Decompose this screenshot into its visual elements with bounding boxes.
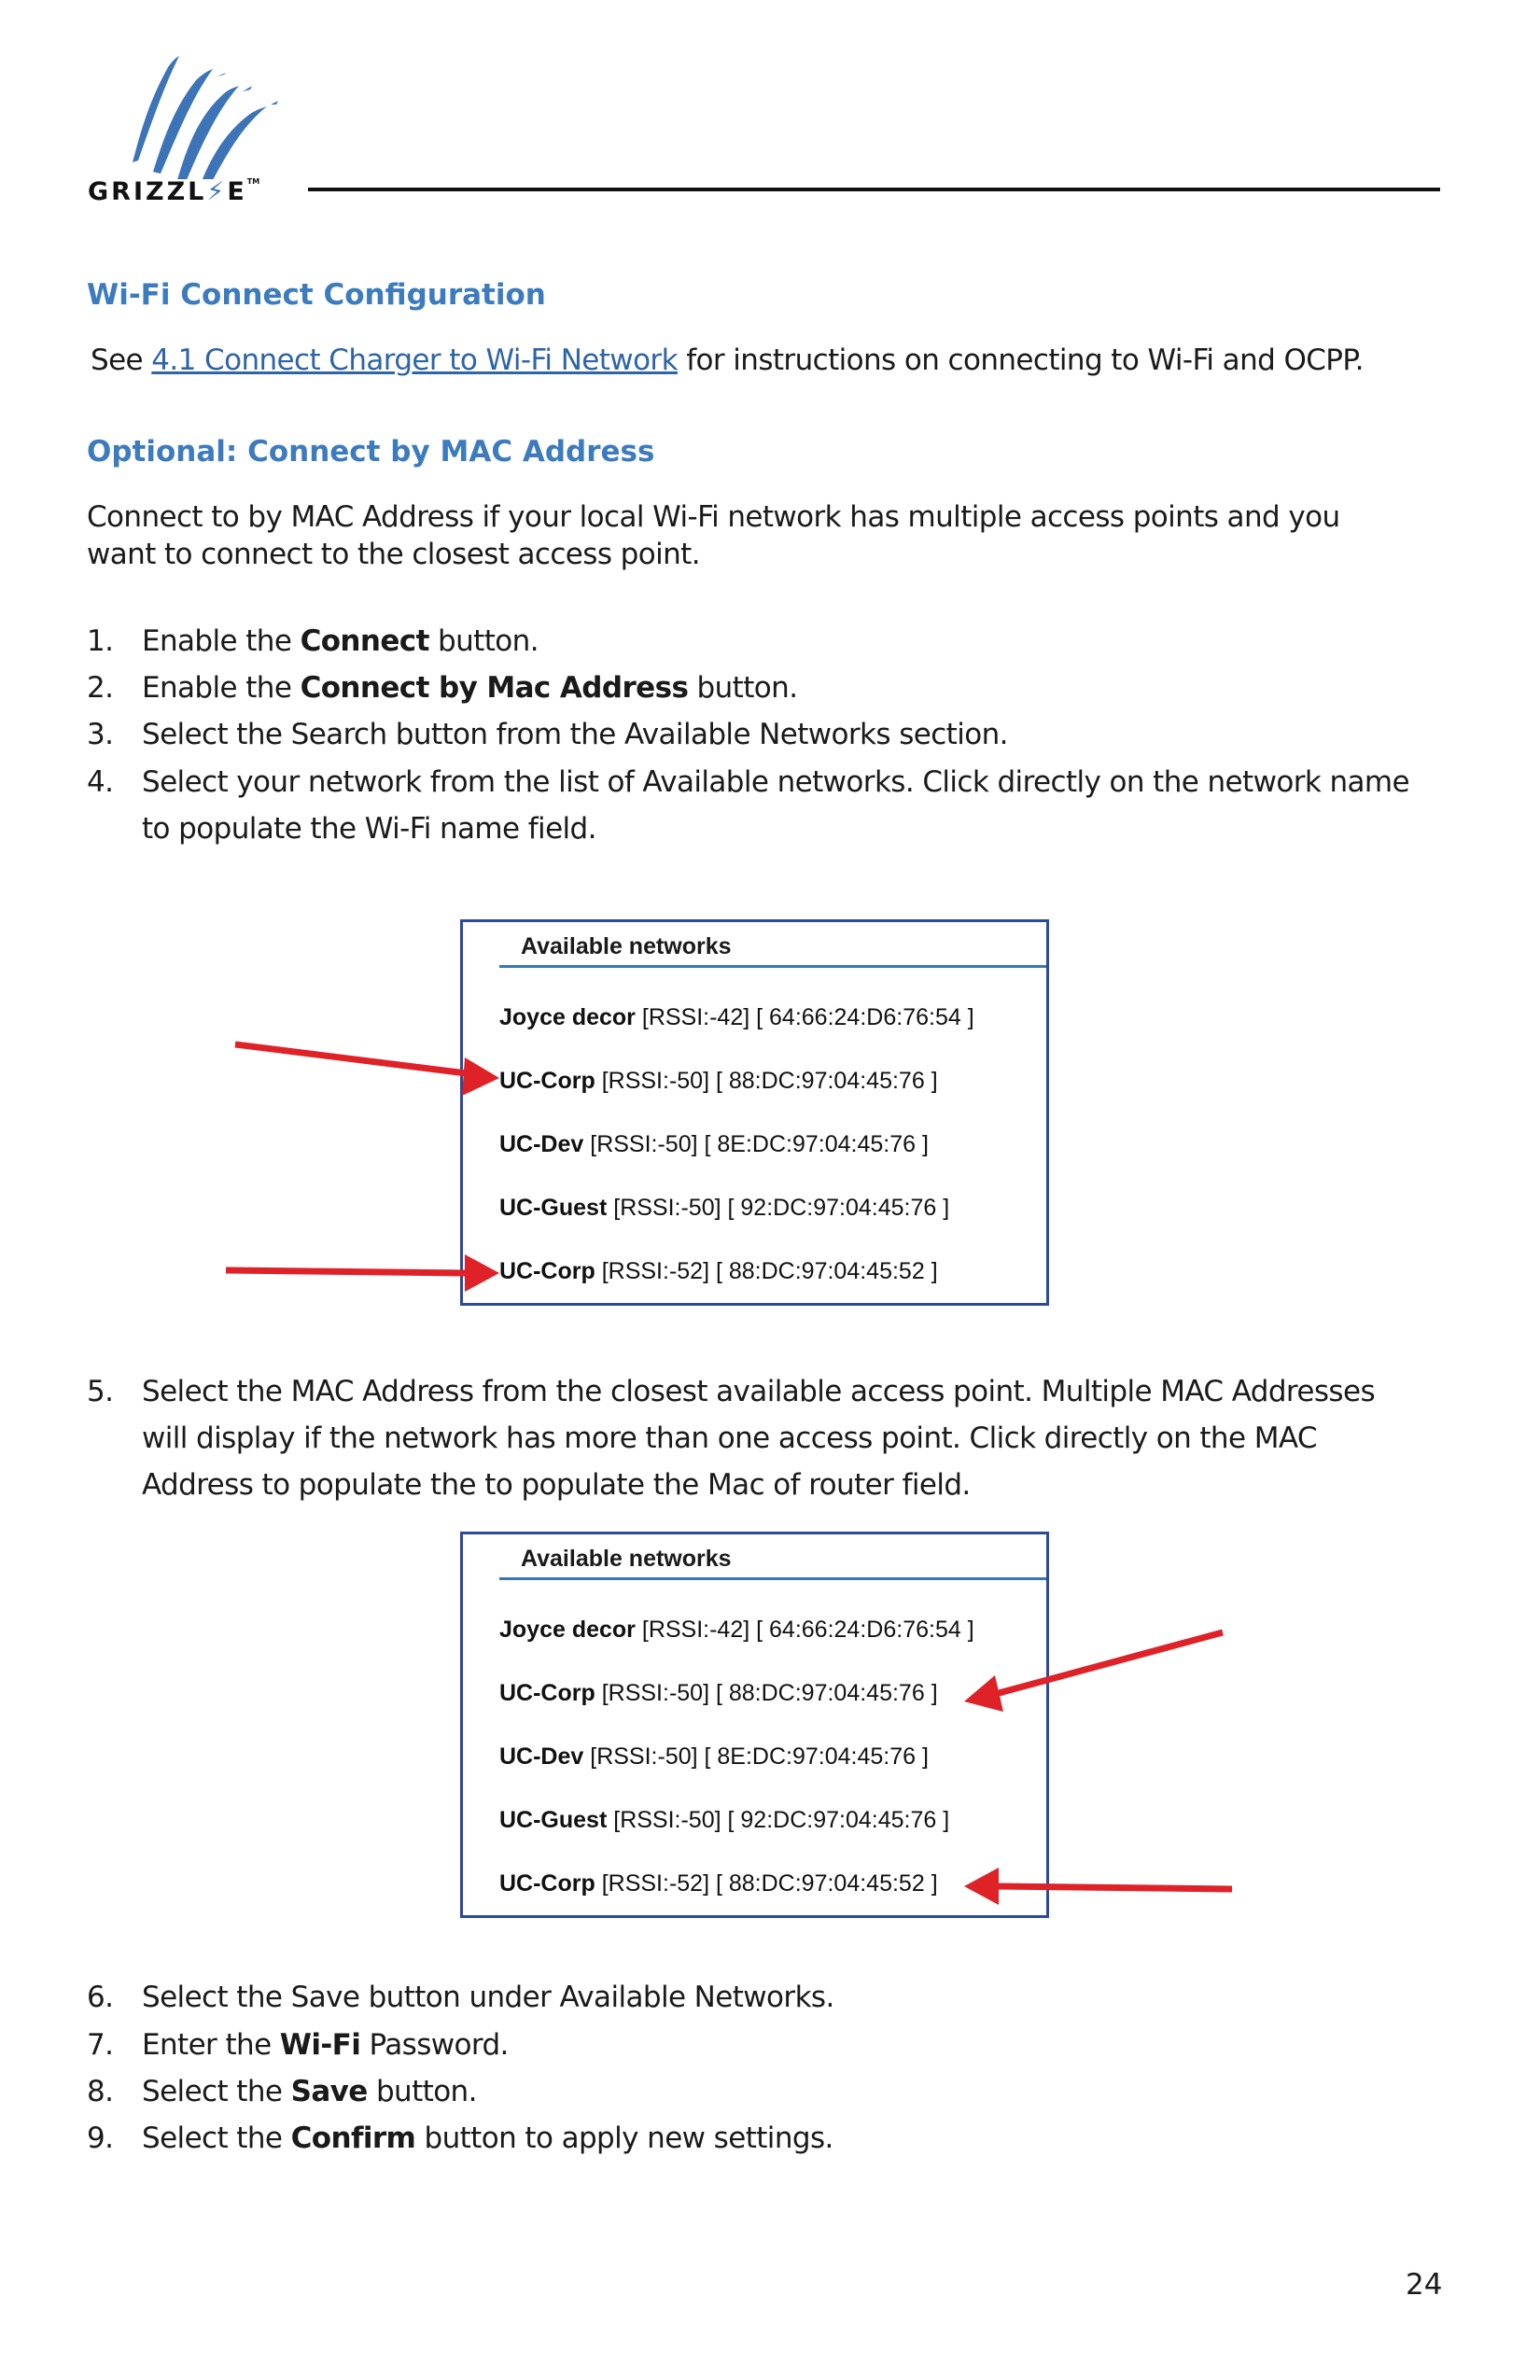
intro-paragraph-line-1: Connect to by MAC Address if your local Wi-Fi network has multiple access points and you [87, 500, 1340, 534]
panel-title: Available networks [521, 933, 732, 959]
step-item: 7. Enter the Wi-Fi Password. [87, 2028, 509, 2062]
network-row[interactable]: Joyce decor [RSSI:-42] [ 64:66:24:D6:76:54 ] [499, 1617, 974, 1643]
red-arrow-icon [226, 1254, 499, 1292]
step-item: 5. Select the MAC Address from the closest available access point. Multiple MAC Addresses [87, 1375, 1375, 1408]
step-continuation: will display if the network has more than one access point. Click directly on the MAC [142, 1421, 1317, 1455]
claw-marks-icon [86, 49, 301, 179]
see-reference-line: See 4.1 Connect Charger to Wi-Fi Network for instructions on connecting to Wi-Fi and OCPP. [91, 343, 1364, 377]
step-item: 8. Select the Save button. [87, 2075, 477, 2108]
step-item: 3. Select the Search button from the Available Networks section. [87, 718, 1008, 751]
panel-title: Available networks [521, 1546, 732, 1572]
step-continuation: Address to populate the to populate the Mac of router field. [142, 1468, 971, 1502]
network-row[interactable]: UC-Corp [RSSI:-50] [ 88:DC:97:04:45:76 ] [499, 1068, 938, 1094]
panel-title-divider [499, 1577, 1046, 1580]
section-title: Wi-Fi Connect Configuration [87, 278, 546, 312]
panel-title-divider [499, 965, 1046, 968]
network-row[interactable]: UC-Corp [RSSI:-52] [ 88:DC:97:04:45:52 ] [499, 1870, 938, 1897]
available-networks-panel [460, 1532, 1049, 1918]
header-divider [308, 188, 1440, 191]
network-row[interactable]: UC-Dev [RSSI:-50] [ 8E:DC:97:04:45:76 ] [499, 1131, 929, 1157]
optional-section-title: Optional: Connect by MAC Address [87, 435, 655, 469]
page-number: 24 [1406, 2268, 1443, 2302]
step-continuation: to populate the Wi-Fi name field. [142, 812, 596, 846]
network-row[interactable]: UC-Dev [RSSI:-50] [ 8E:DC:97:04:45:76 ] [499, 1743, 929, 1770]
step-item: 1. Enable the Connect button. [87, 624, 539, 658]
step-item: 2. Enable the Connect by Mac Address button. [87, 671, 798, 705]
lightning-bolt-icon: ⚡ [206, 177, 228, 206]
network-row[interactable]: UC-Guest [RSSI:-50] [ 92:DC:97:04:45:76 ] [499, 1807, 950, 1833]
available-networks-panel [460, 919, 1049, 1306]
network-row[interactable]: UC-Corp [RSSI:-52] [ 88:DC:97:04:45:52 ] [499, 1258, 938, 1284]
step-item: 9. Select the Confirm button to apply new settings. [87, 2121, 833, 2155]
intro-paragraph-line-2: want to connect to the closest access point. [87, 538, 700, 571]
network-row[interactable]: UC-Corp [RSSI:-50] [ 88:DC:97:04:45:76 ] [499, 1680, 938, 1706]
logo-wordmark: GRIZZL⚡E™ [88, 177, 260, 206]
grizzl-e-logo [86, 49, 301, 212]
network-row[interactable]: UC-Guest [RSSI:-50] [ 92:DC:97:04:45:76 ] [499, 1195, 950, 1221]
reference-link[interactable]: 4.1 Connect Charger to Wi-Fi Network [151, 343, 678, 377]
step-item: 6. Select the Save button under Available Networks. [87, 1981, 834, 2014]
network-row[interactable]: Joyce decor [RSSI:-42] [ 64:66:24:D6:76:54 ] [499, 1004, 974, 1030]
step-item: 4. Select your network from the list of Available networks. Click directly on the network name [87, 765, 1409, 799]
